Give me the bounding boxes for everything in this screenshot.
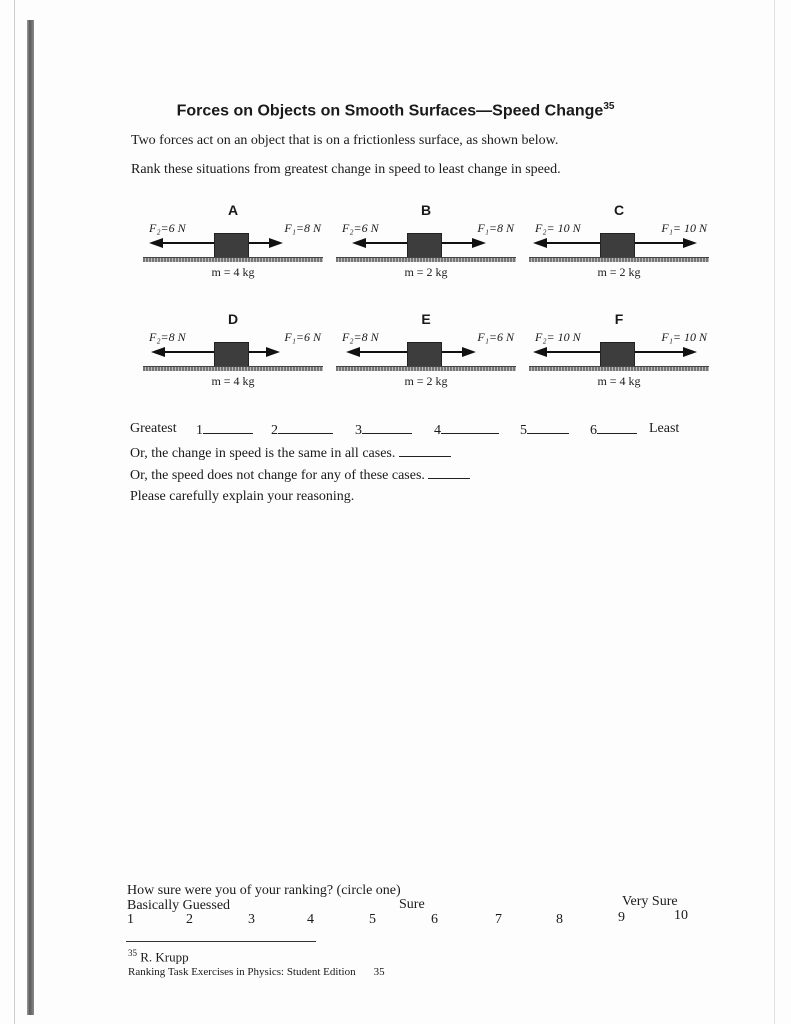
ranking-slot-3 — [355, 421, 412, 439]
footnote-author: R. Krupp — [140, 949, 189, 965]
block — [407, 233, 442, 259]
confidence-option-6[interactable]: 6 — [431, 912, 438, 927]
panel-letter: C — [613, 202, 625, 218]
force-f2-label: F₂= 10 N — [535, 221, 581, 235]
page-right-edge — [774, 0, 775, 1024]
ranking-slot-2 — [271, 421, 333, 439]
page-title — [0, 101, 791, 120]
footnote-source: Ranking Task Exercises in Physics: Student Edition — [128, 966, 356, 978]
ranking-blank-6[interactable] — [597, 421, 637, 434]
mass-label: m = 2 kg — [404, 374, 448, 388]
block — [600, 342, 635, 368]
force-f1-label: F₁=8 N — [477, 221, 514, 235]
right-arrow-head — [266, 347, 280, 357]
alt-none-line — [130, 466, 470, 484]
ranking-greatest-label: Greatest — [130, 421, 177, 436]
slot-number: 6 — [590, 423, 597, 438]
left-arrow-head — [346, 347, 360, 357]
slot-number: 2 — [271, 423, 278, 438]
ranking-blank-3[interactable] — [362, 421, 412, 434]
panel-d — [143, 311, 323, 391]
left-arrow-head — [149, 238, 163, 248]
force-f1-label: F₁=8 N — [284, 221, 321, 235]
confidence-very-sure: Very Sure — [622, 894, 678, 909]
force-f2-label: F₂=6 N — [342, 221, 379, 235]
left-arrow-head — [533, 347, 547, 357]
ranking-slot-4 — [434, 421, 499, 439]
block — [214, 342, 249, 368]
ranking-slot-6 — [590, 421, 637, 439]
confidence-option-8[interactable]: 8 — [556, 912, 563, 927]
frictionless-surface — [529, 366, 709, 371]
panel-c — [529, 202, 709, 282]
confidence-option-9[interactable]: 9 — [618, 910, 625, 925]
ranking-blank-5[interactable] — [527, 421, 569, 434]
panel-f — [529, 311, 709, 391]
alt-none-text: Or, the speed does not change for any of these cases. — [130, 468, 425, 483]
alt-same-blank[interactable] — [399, 444, 451, 457]
ranking-slot-1 — [196, 421, 253, 439]
page-left-edge — [14, 0, 15, 1024]
force-f2-label: F₂=8 N — [342, 330, 379, 344]
block — [600, 233, 635, 259]
confidence-option-1[interactable]: 1 — [127, 912, 134, 927]
slot-number: 4 — [434, 423, 441, 438]
intro-line-2: Rank these situations from greatest change in speed to least change in speed. — [131, 162, 561, 177]
mass-label: m = 4 kg — [211, 374, 255, 388]
panel-letter: E — [421, 311, 431, 327]
mass-label: m = 2 kg — [597, 265, 641, 279]
frictionless-surface — [143, 257, 323, 262]
frictionless-surface — [336, 257, 516, 262]
mass-label: m = 4 kg — [211, 265, 255, 279]
confidence-sure: Sure — [399, 897, 425, 912]
left-arrow-head — [151, 347, 165, 357]
right-arrow-head — [683, 238, 697, 248]
title-footnote-mark: 35 — [603, 101, 615, 112]
force-f2-label: F₂=8 N — [149, 330, 186, 344]
alt-same-line — [130, 444, 451, 462]
alt-none-blank[interactable] — [428, 466, 470, 479]
force-f1-label: F₁= 10 N — [661, 330, 707, 344]
confidence-option-10[interactable]: 10 — [674, 908, 688, 923]
left-arrow-head — [352, 238, 366, 248]
page-number: 35 — [373, 966, 385, 978]
confidence-option-3[interactable]: 3 — [248, 912, 255, 927]
force-f1-label: F₁= 10 N — [661, 221, 707, 235]
binding-strip — [27, 20, 34, 1015]
force-f1-label: F₁=6 N — [477, 330, 514, 344]
footnote-source-line — [128, 966, 385, 978]
confidence-question: How sure were you of your ranking? (circle one) — [127, 883, 401, 898]
confidence-option-7[interactable]: 7 — [495, 912, 502, 927]
force-f2-label: F₂= 10 N — [535, 330, 581, 344]
panel-letter: D — [227, 311, 239, 327]
ranking-blank-4[interactable] — [441, 421, 499, 434]
footnote-rule — [126, 941, 316, 942]
confidence-option-2[interactable]: 2 — [186, 912, 193, 927]
mass-label: m = 2 kg — [404, 265, 448, 279]
intro-line-1: Two forces act on an object that is on a frictionless surface, as shown below. — [131, 133, 559, 148]
panel-a — [143, 202, 323, 282]
confidence-basically-guessed: Basically Guessed — [127, 898, 231, 913]
frictionless-surface — [143, 366, 323, 371]
confidence-option-5[interactable]: 5 — [369, 912, 376, 927]
panel-b — [336, 202, 516, 282]
right-arrow-head — [462, 347, 476, 357]
slot-number: 1 — [196, 423, 203, 438]
title-text: Forces on Objects on Smooth Surfaces—Speed Change — [176, 102, 604, 120]
footnote-author-line — [128, 948, 189, 965]
panel-e — [336, 311, 516, 391]
force-f1-label: F₁=6 N — [284, 330, 321, 344]
left-arrow-head — [533, 238, 547, 248]
right-arrow-head — [472, 238, 486, 248]
right-arrow-head — [269, 238, 283, 248]
slot-number: 5 — [520, 423, 527, 438]
ranking-blank-2[interactable] — [278, 421, 333, 434]
footnote-number: 35 — [128, 948, 137, 958]
block — [214, 233, 249, 259]
ranking-least-label: Least — [649, 421, 680, 436]
panel-letter: A — [227, 202, 239, 218]
confidence-option-4[interactable]: 4 — [307, 912, 314, 927]
slot-number: 3 — [355, 423, 362, 438]
frictionless-surface — [529, 257, 709, 262]
panel-letter: F — [614, 311, 624, 327]
ranking-slot-5 — [520, 421, 569, 439]
explain-prompt: Please carefully explain your reasoning. — [130, 489, 355, 504]
panel-letter: B — [420, 202, 432, 218]
force-f2-label: F₂=6 N — [149, 221, 186, 235]
mass-label: m = 4 kg — [597, 374, 641, 388]
alt-same-text: Or, the change in speed is the same in all cases. — [130, 446, 396, 461]
right-arrow-head — [683, 347, 697, 357]
block — [407, 342, 442, 368]
ranking-blank-1[interactable] — [203, 421, 253, 434]
frictionless-surface — [336, 366, 516, 371]
